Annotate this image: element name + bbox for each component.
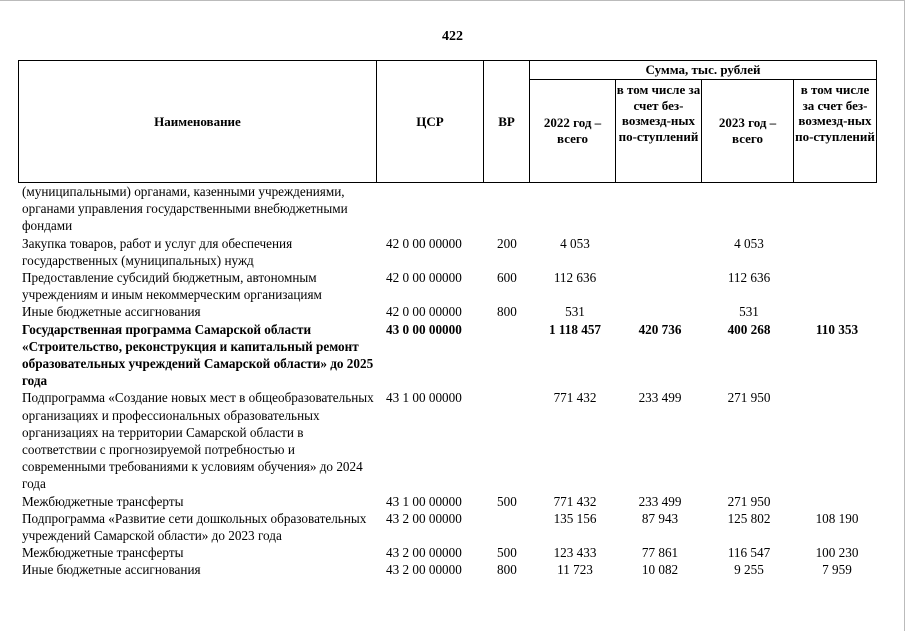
row-s22: 1 118 457	[548, 321, 602, 337]
table-row	[0, 561, 905, 578]
row-csr: 42 0 00 00000	[386, 235, 462, 251]
table-row	[0, 389, 905, 492]
row-b22: 10 082	[641, 562, 679, 578]
row-vr: 600	[497, 270, 517, 286]
row-name: Государственная программа Самарской области «Строительство, реконструкция и капитальный ремонт образовательных учреждений Самарской области» до 2025 года	[22, 321, 374, 389]
row-name: Предоставление субсидий бюджетным, автономным учреждениям и иным некоммерческим организациям	[22, 270, 322, 303]
row-name: Иные бюджетные ассигнования	[22, 562, 201, 578]
row-s23: 271 950	[727, 390, 771, 406]
row-b22: 87 943	[641, 510, 679, 526]
row-name: Межбюджетные трансферты	[22, 493, 184, 509]
row-s22: 123 433	[553, 545, 597, 561]
row-vr: 800	[497, 304, 517, 320]
row-s23: 400 268	[727, 321, 771, 337]
row-b23: 100 230	[815, 545, 859, 561]
header-sum-group: Сумма, тыс. рублей	[530, 61, 877, 80]
row-s23: 531	[739, 304, 759, 320]
row-name: Подпрограмма «Создание новых мест в общеобразовательных организациях и профессиональных образовательных организациях на территории Самарской области в соответствии с прогнозируемой потребностью и современными требованиями к условиям обучения» до 2024 года	[22, 390, 374, 492]
table-row	[0, 183, 905, 235]
table-row	[0, 303, 905, 320]
row-s23: 4 053	[734, 235, 764, 251]
row-b22: 233 499	[638, 390, 682, 406]
row-csr: 42 0 00 00000	[386, 304, 462, 320]
row-s22: 771 432	[553, 493, 597, 509]
row-b23: 7 959	[822, 562, 852, 578]
row-csr: 43 2 00 00000	[386, 545, 462, 561]
row-s23: 9 255	[734, 562, 764, 578]
row-name: (муниципальными) органами, казенными учреждениями, органами управления государственными внебюджетными фондами	[22, 184, 348, 234]
page-number: 422	[442, 29, 463, 44]
table-header	[18, 60, 877, 183]
header-vr: ВР	[484, 61, 530, 183]
row-vr: 500	[497, 493, 517, 509]
row-name: Межбюджетные трансферты	[22, 545, 184, 561]
row-b23: 108 190	[815, 510, 859, 526]
row-csr: 43 0 00 00000	[386, 321, 462, 337]
table-row	[0, 269, 905, 303]
header-2023-incl: в том числе за счет без-возмезд-ных по-ступлений	[794, 80, 877, 183]
row-vr: 500	[497, 545, 517, 561]
table-row	[0, 510, 905, 544]
row-name: Подпрограмма «Развитие сети дошкольных образовательных учреждений Самарской области» до 2023 года	[22, 510, 367, 544]
row-s23: 112 636	[727, 270, 771, 286]
page-border-top	[0, 0, 905, 1]
table-body	[0, 183, 905, 579]
header-2022-incl: в том числе за счет без-возмезд-ных по-ступлений	[616, 80, 702, 183]
row-b22: 77 861	[641, 545, 679, 561]
row-b22: 233 499	[638, 493, 682, 509]
header-2023-total: 2023 год – всего	[702, 80, 794, 183]
row-csr: 43 2 00 00000	[386, 510, 462, 526]
row-s23: 116 547	[727, 545, 771, 561]
table-row	[0, 544, 905, 561]
table-row	[0, 235, 905, 269]
row-csr: 42 0 00 00000	[386, 270, 462, 286]
row-csr: 43 1 00 00000	[386, 390, 462, 406]
row-b23: 110 353	[815, 321, 859, 337]
row-s22: 4 053	[560, 235, 590, 251]
table-row	[0, 321, 905, 390]
row-csr: 43 2 00 00000	[386, 562, 462, 578]
row-b22: 420 736	[638, 321, 682, 337]
row-s22: 112 636	[553, 270, 597, 286]
row-s22: 771 432	[553, 390, 597, 406]
row-s23: 125 802	[727, 510, 771, 526]
header-name: Наименование	[19, 61, 377, 183]
table-row	[0, 493, 905, 510]
header-csr: ЦСР	[377, 61, 484, 183]
row-name: Иные бюджетные ассигнования	[22, 304, 201, 320]
row-s22: 11 723	[557, 562, 593, 578]
header-2022-total: 2022 год – всего	[530, 80, 616, 183]
row-vr: 200	[497, 235, 517, 251]
row-csr: 43 1 00 00000	[386, 493, 462, 509]
row-s22: 531	[565, 304, 585, 320]
row-s23: 271 950	[727, 493, 771, 509]
row-vr: 800	[497, 562, 517, 578]
row-name: Закупка товаров, работ и услуг для обеспечения государственных (муниципальных) нужд	[22, 235, 293, 268]
row-s22: 135 156	[553, 510, 597, 526]
